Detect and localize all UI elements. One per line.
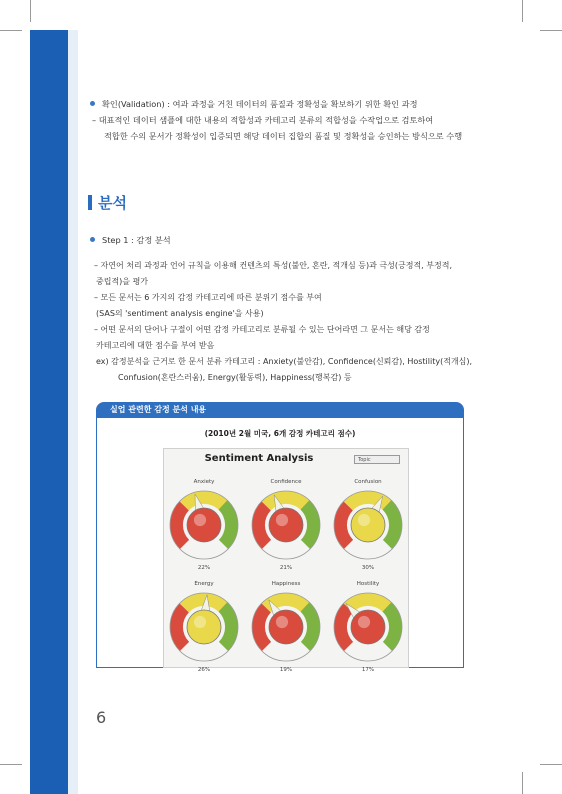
section-title: 분석 [98, 194, 127, 212]
list-item: – 모든 문서는 6 가지의 감정 카테고리에 따른 분위기 점수를 부여 [94, 293, 322, 302]
crop-mark [522, 772, 523, 794]
gauge-hub [351, 508, 385, 542]
gauge-red-band [252, 501, 271, 549]
gauge-label: Confusion [354, 479, 382, 485]
gauge-value: 22% [197, 565, 211, 571]
gauge-label: Confidence [270, 479, 302, 485]
list-item: 카테고리에 대한 점수를 부여 받음 [96, 341, 215, 350]
gauge-hub-shine [358, 616, 370, 628]
gauge-yellow-band [180, 491, 228, 510]
step1-title: Step 1 : 감정 분석 [88, 232, 468, 248]
figure-caption: (2010년 2월 미국, 6개 감정 카테고리 점수) [204, 429, 356, 438]
validation-bullet: 확인(Validation) : 여과 과정을 거친 데이터의 품질과 정확성을 확보하기 위한 확인 과정 [88, 96, 468, 112]
crop-mark [0, 30, 22, 31]
gauge-yellow-band [262, 491, 310, 510]
gauge-hub [269, 508, 303, 542]
gauge-yellow-band [262, 593, 310, 612]
gauge-label: Anxiety [193, 479, 215, 485]
gauge-hub-shine [358, 514, 370, 526]
gauge-label: Energy [194, 581, 214, 587]
gauge-value: 19% [279, 667, 293, 673]
crop-mark [540, 764, 562, 765]
crop-mark [30, 0, 31, 22]
crop-mark [522, 0, 523, 22]
figure-box [96, 418, 464, 673]
list-item: – 자연어 처리 과정과 언어 규칙을 이용해 컨텐츠의 특성(불안, 혼란, 적개심 등)과 극성(긍정적, 부정적, [94, 261, 452, 270]
page-spine-shadow [68, 30, 78, 794]
list-item: Confusion(혼란스러움), Energy(활동력), Happiness(행복감) 등 [118, 373, 352, 382]
gauge-value: 26% [197, 667, 211, 673]
step1-list [90, 258, 475, 386]
list-item: 중립적)을 평가 [96, 277, 149, 286]
gauge-hub [351, 610, 385, 644]
gauge-red-band [170, 603, 189, 651]
figure-header: 실업 관련한 감정 분석 내용 [96, 402, 464, 418]
gauge-value: 17% [361, 667, 375, 673]
topic-select[interactable]: Topic [354, 455, 400, 464]
list-item: – 어떤 문서의 단어나 구절이 어떤 감정 카테고리로 분류될 수 있는 단어라면 그 문서는 해당 감정 [94, 325, 430, 334]
crop-mark [540, 30, 562, 31]
gauge-hub-shine [194, 616, 206, 628]
gauge-label: Hostility [356, 581, 380, 587]
gauge-value: 21% [279, 565, 293, 571]
validation-block [88, 96, 468, 144]
page-number: 6 [96, 708, 107, 727]
gauge-hub-shine [276, 514, 288, 526]
gauge-red-band [170, 501, 189, 549]
list-item: ex) 감정분석을 근거로 한 문서 분류 카테고리 : Anxiety(불안감), Confidence(신뢰감), Hostility(적개심), [96, 357, 473, 366]
gauge-hub [187, 610, 221, 644]
gauge-value: 30% [361, 565, 375, 571]
gauge-hub-shine [194, 514, 206, 526]
validation-line: – 대표적인 데이터 샘플에 대한 내용의 적합성과 카테고리 분류의 적합성을 수작업으로 검토하여 [92, 115, 434, 125]
gauge-hub-shine [276, 616, 288, 628]
gauge-hub [187, 508, 221, 542]
list-item: (SAS의 'sentiment analysis engine'을 사용) [96, 309, 264, 318]
page-spine-band [30, 30, 68, 794]
dashboard-title: Sentiment Analysis [204, 453, 314, 464]
gauge-label: Happiness [271, 581, 301, 587]
dashboard-panel [163, 448, 409, 673]
step1-block [88, 232, 468, 248]
crop-mark [0, 764, 22, 765]
gauge-hub [269, 610, 303, 644]
validation-line: 적합한 수의 문서가 정확성이 입증되면 해당 데이터 집합의 품질 및 정확성을 승인하는 방식으로 수행 [104, 131, 463, 141]
gauge-chart [164, 449, 408, 673]
gauge-red-band [252, 603, 271, 651]
gauge-yellow-band [344, 491, 392, 510]
gauge-red-band [334, 501, 353, 549]
